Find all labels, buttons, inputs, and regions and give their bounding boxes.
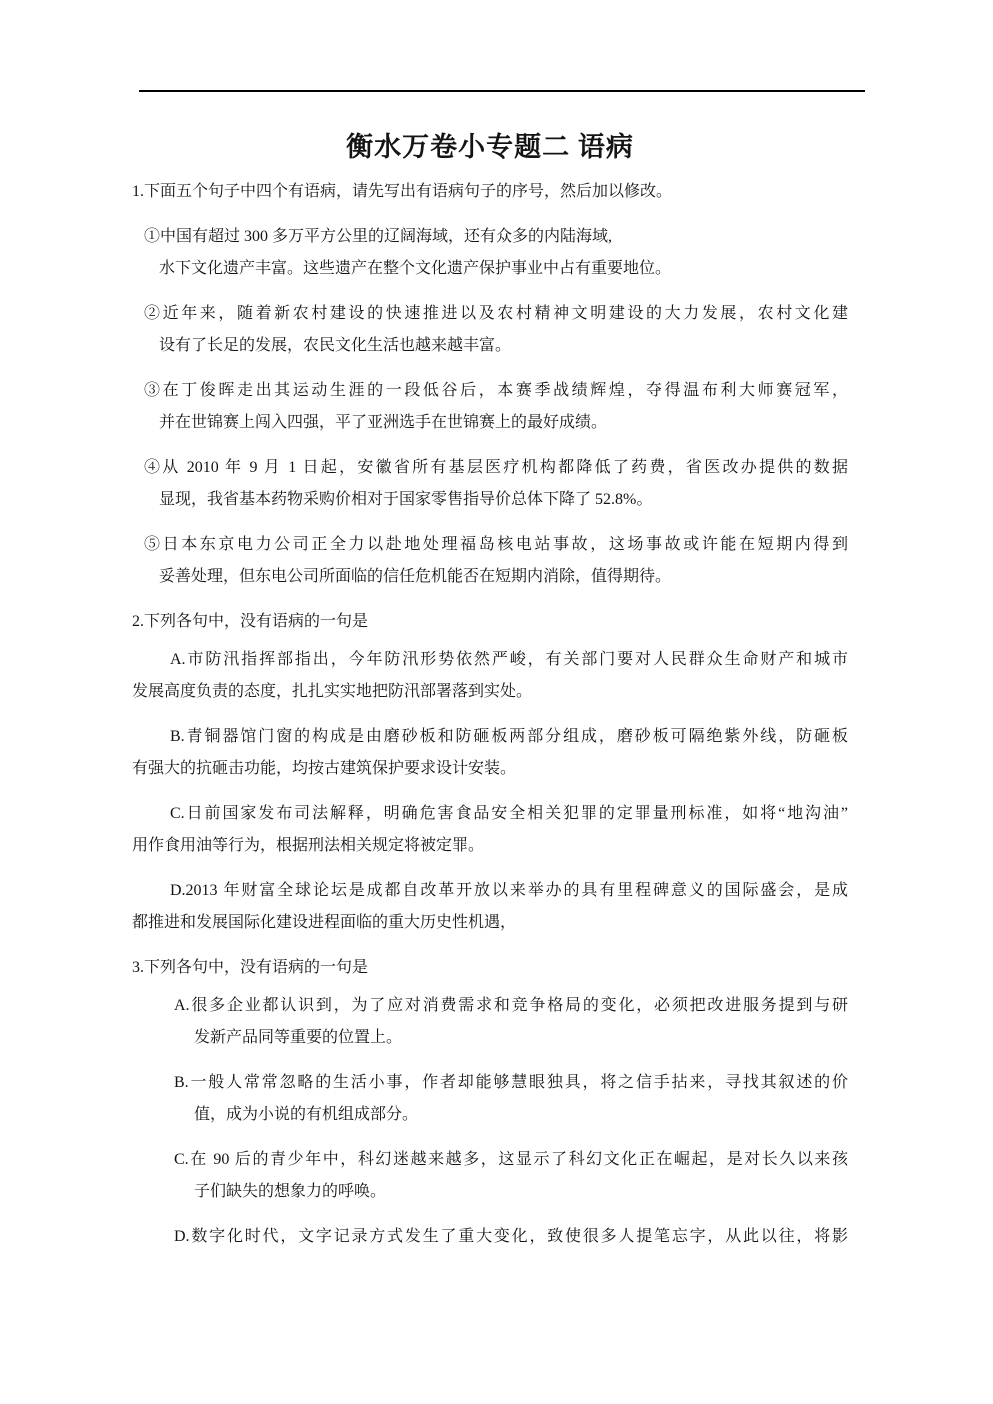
q3-option-c [132,1144,848,1208]
q1-item-4-line-1: ④从 2010 年 9 月 1 日起，安徽省所有基层医疗机构都降低了药费，省医改办提供的数据 [144,459,848,476]
q3-option-a-line-1: A.很多企业都认识到，为了应对消费需求和竞争格局的变化，必须把改进服务提到与研 [174,997,848,1014]
page-title: 衡水万卷小专题二 语病 [346,132,634,162]
q2-option-d-line-1: D.2013 年财富全球论坛是成都自改革开放以来举办的具有里程碑意义的国际盛会，是成 [170,882,848,899]
q2-option-c [132,798,848,862]
q1-item-2-line-2: 设有了长足的发展，农民文化生活也越来越丰富。 [159,337,512,354]
q2-option-b-line-1: B.青铜器馆门窗的构成是由磨砂板和防砸板两部分组成，磨砂板可隔绝紫外线，防砸板 [170,728,848,745]
q1-item-3-line-1: ③在丁俊晖走出其运动生涯的一段低谷后，本赛季战绩辉煌，夺得温布利大师赛冠军， [144,382,848,399]
q2-option-b [132,721,848,785]
q1-item-1 [132,221,848,285]
question-1-stem [132,176,848,208]
header-divider [139,90,865,92]
question-2-stem [132,606,848,638]
q3-option-b [132,1067,848,1131]
q1-item-3 [132,375,848,439]
q2-option-a-line-1: A.市防汛指挥部指出，今年防汛形势依然严峻，有关部门要对人民群众生命财产和城市 [170,651,848,668]
q3-stem-line: 3.下列各句中，没有语病的一句是 [132,959,369,976]
q1-item-5-line-1: ⑤日本东京电力公司正全力以赴地处理福岛核电站事故，这场事故或许能在短期内得到 [144,536,848,553]
q2-option-d-line-2: 都推进和发展国际化建设进程面临的重大历史性机遇， [132,914,517,931]
q1-item-1-line-1: ①中国有超过 300 多万平方公里的辽阔海域，还有众多的内陆海域, [144,228,613,245]
q3-option-c-line-1: C.在 90 后的青少年中，科幻迷越来越多，这显示了科幻文化正在崛起，是对长久以来孩 [174,1151,848,1168]
q1-item-1-line-2: 水下文化遗产丰富。这些遗产在整个文化遗产保护事业中占有重要地位。 [159,260,672,277]
q1-stem-line: 1.下面五个句子中四个有语病，请先写出有语病句子的序号，然后加以修改。 [132,183,673,200]
q3-option-a-line-2: 发新产品同等重要的位置上。 [194,1029,403,1046]
q1-item-5-line-2: 妥善处理，但东电公司所面临的信任危机能否在短期内消除，值得期待。 [159,568,672,585]
q3-option-c-line-2: 子们缺失的想象力的呼唤。 [194,1183,387,1200]
q1-item-2 [132,298,848,362]
q3-option-a [132,990,848,1054]
document-content [132,129,848,1253]
q1-item-2-line-1: ②近年来，随着新农村建设的快速推进以及农村精神文明建设的大力发展，农村文化建 [144,305,848,322]
q3-option-b-line-1: B.一般人常常忽略的生活小事，作者却能够慧眼独具，将之信手拈来，寻找其叙述的价 [174,1074,848,1091]
q1-item-5 [132,529,848,593]
q2-option-d [132,875,848,939]
q2-option-c-line-2: 用作食用油等行为，根据刑法相关规定将被定罪。 [132,837,485,854]
q2-option-c-line-1: C.日前国家发布司法解释，明确危害食品安全相关犯罪的定罪量刑标准，如将“地沟油” [170,805,848,822]
q1-item-4 [132,452,848,516]
q1-item-4-line-2: 显现，我省基本药物采购价相对于国家零售指导价总体下降了 52.8%。 [159,491,653,508]
q2-stem-line: 2.下列各句中，没有语病的一句是 [132,613,369,630]
q3-option-d-line-1: D.数字化时代，文字记录方式发生了重大变化，致使很多人提笔忘字，从此以往，将影 [174,1228,848,1245]
q3-option-d [132,1221,848,1253]
q3-option-b-line-2: 值，成为小说的有机组成部分。 [194,1106,419,1123]
question-3-stem [132,952,848,984]
q2-option-a-line-2: 发展高度负责的态度，扎扎实实地把防汛部署落到实处。 [132,683,533,700]
q2-option-a [132,644,848,708]
q2-option-b-line-2: 有强大的抗砸击功能，均按古建筑保护要求设计安装。 [132,760,517,777]
q1-item-3-line-2: 并在世锦赛上闯入四强，平了亚洲选手在世锦赛上的最好成绩。 [159,414,608,431]
